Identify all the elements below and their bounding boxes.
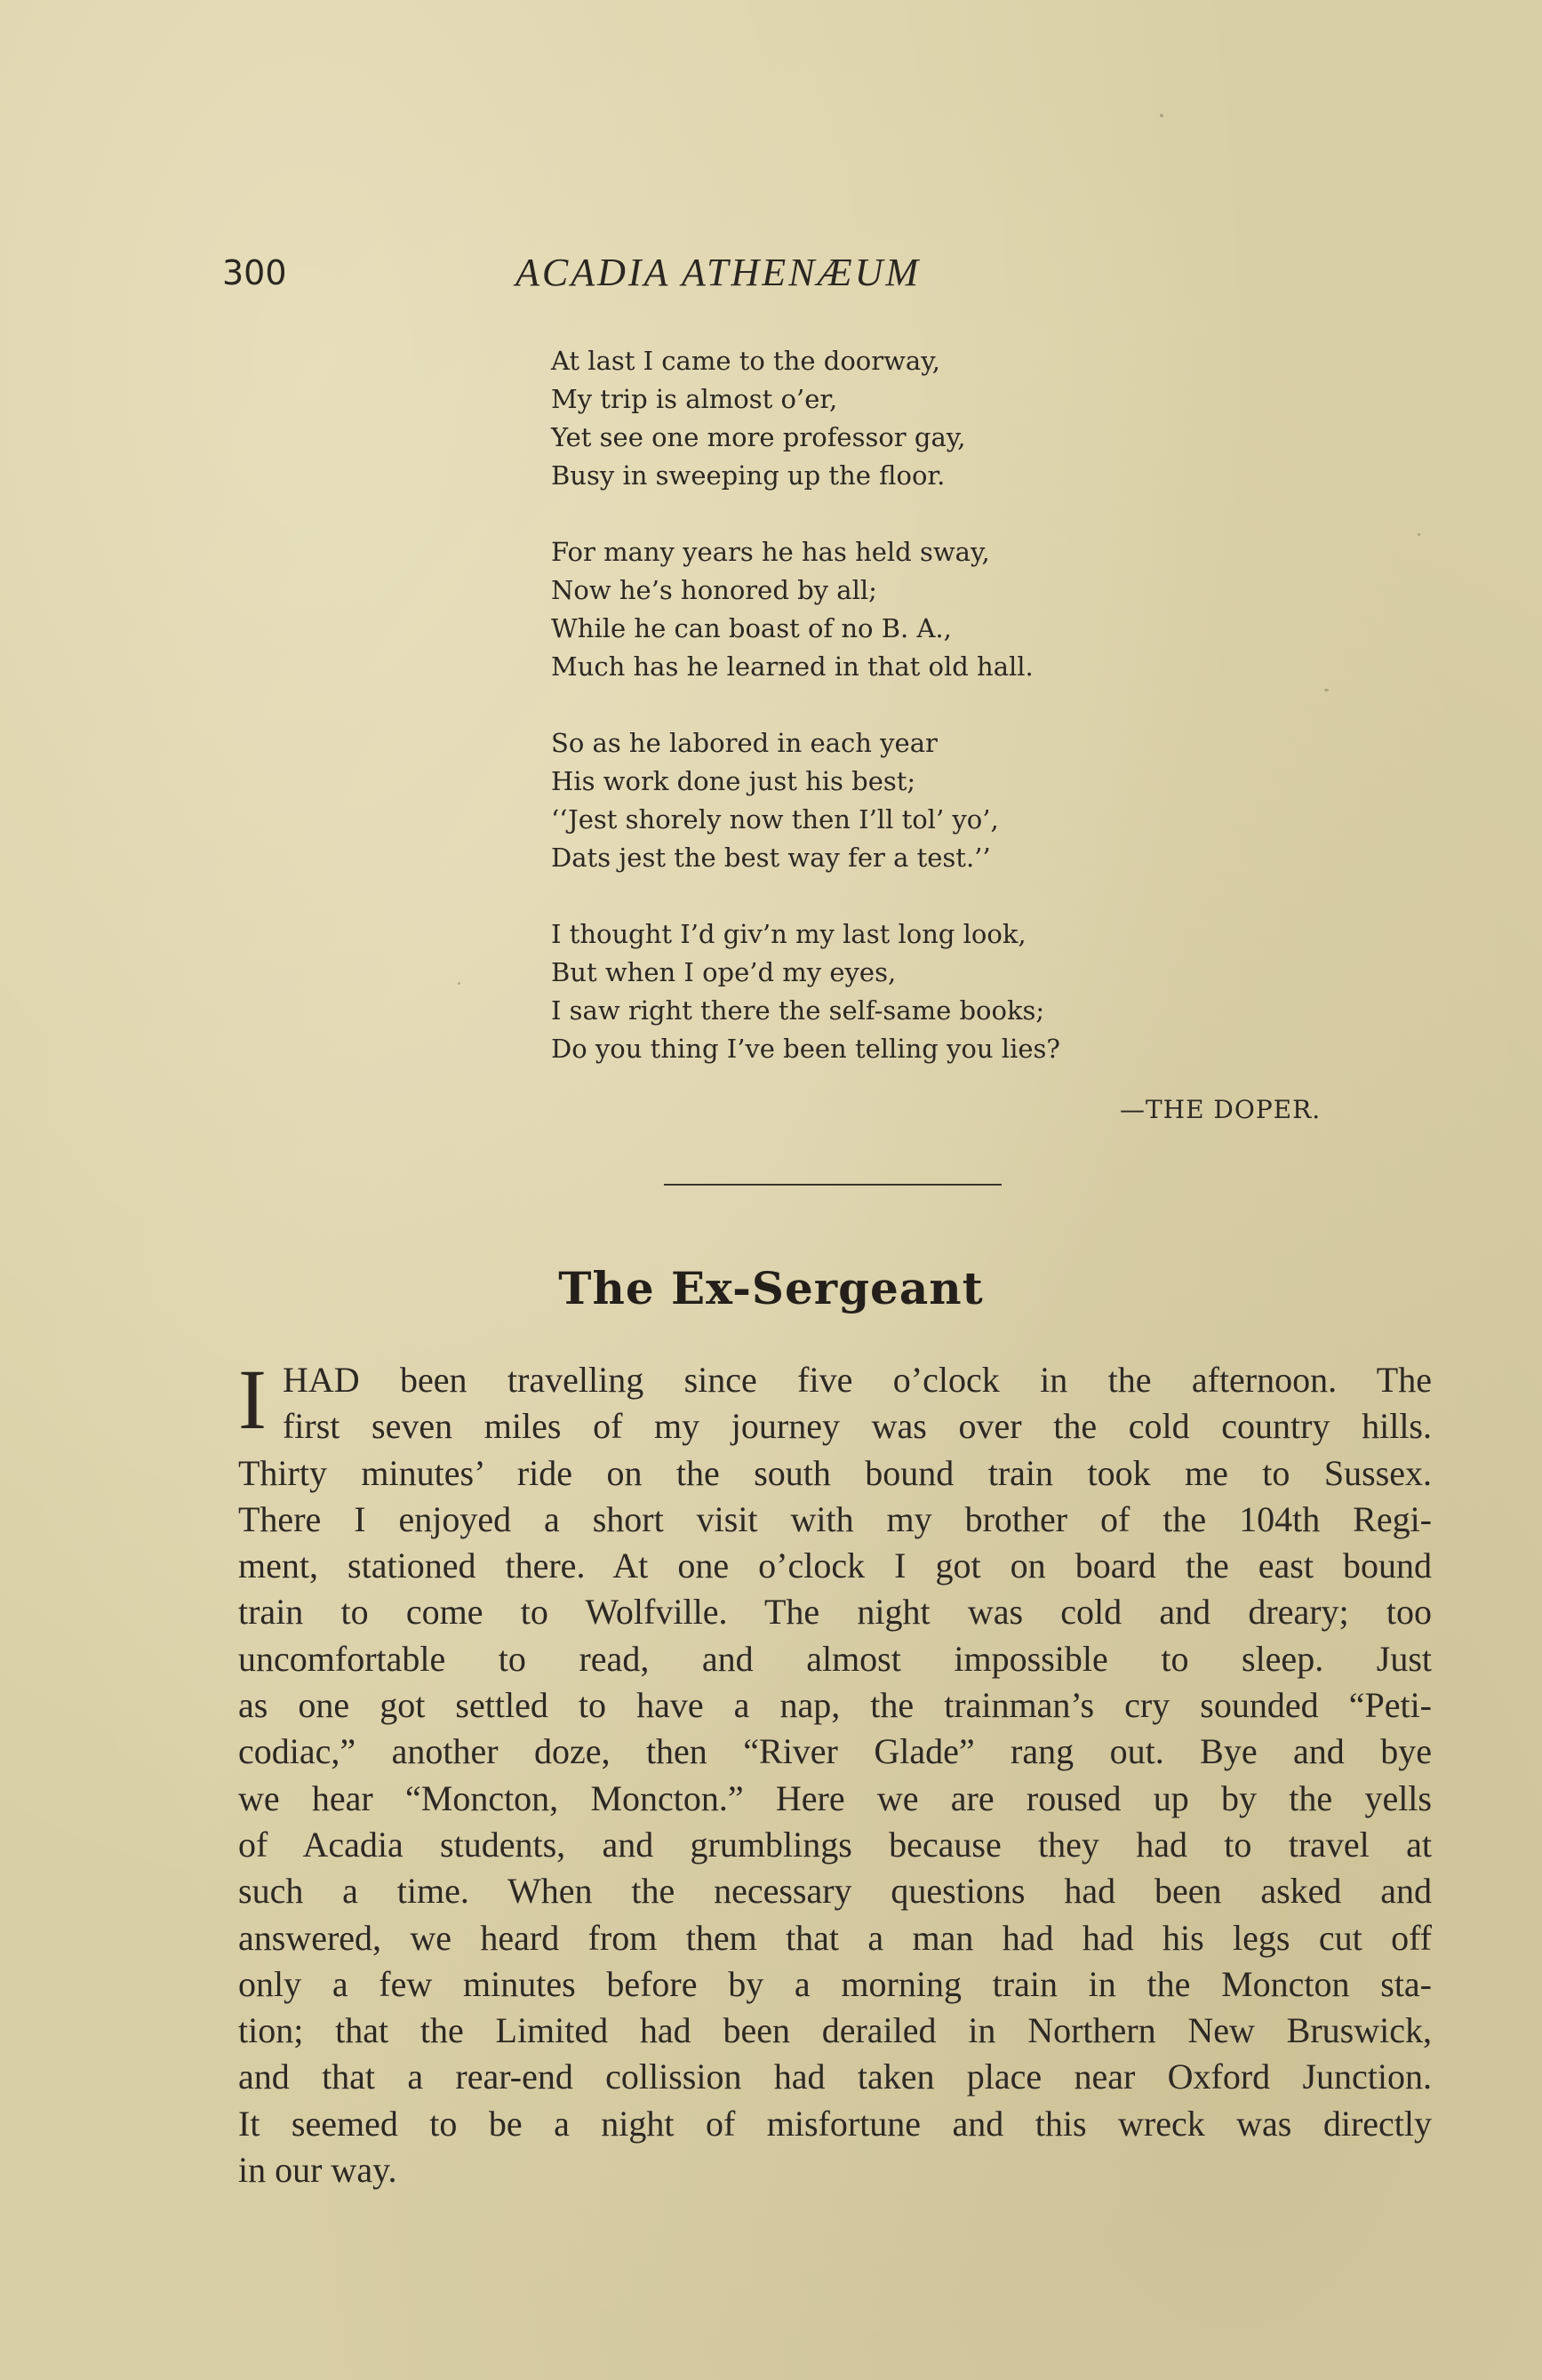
paper-speck bbox=[1418, 533, 1420, 536]
article-line: It seemed to be a night of misfortune and this wreck was directly bbox=[238, 2103, 1432, 2144]
paper-speck bbox=[1324, 689, 1329, 691]
article-line: HAD been travelling since five o’clock in the afternoon. The bbox=[282, 1360, 1432, 1400]
poem-line: But when I ope’d my eyes, bbox=[551, 957, 897, 987]
article-line: first seven miles of my journey was over the cold country hills. bbox=[282, 1406, 1432, 1447]
poem-line: So as he labored in each year bbox=[551, 728, 938, 758]
article-line: train to come to Wolfville. The night was cold and dreary; too bbox=[238, 1592, 1432, 1633]
poem-line: I saw right there the self-same books; bbox=[551, 995, 1045, 1026]
article-line: and that a rear-end collission had taken place near Oxford Junction. bbox=[238, 2057, 1432, 2097]
poem-line: Now he’s honored by all; bbox=[551, 575, 877, 605]
paper-speck bbox=[1160, 114, 1163, 117]
page-header bbox=[222, 253, 1289, 307]
article-line: Thirty minutes’ ride on the south bound train took me to Sussex. bbox=[238, 1452, 1432, 1493]
article-line: such a time. When the necessary questions had been asked and bbox=[238, 1871, 1432, 1912]
poem-line: Dats jest the best way fer a test.’’ bbox=[551, 843, 991, 873]
poem-line: My trip is almost o’er, bbox=[551, 384, 838, 414]
poem-line: Yet see one more professor gay, bbox=[551, 422, 966, 452]
article-line: of Acadia students, and grumblings because they had to travel at bbox=[238, 1824, 1432, 1865]
poem-line: ‘‘Jest shorely now then I’ll tol’ yo’, bbox=[551, 804, 999, 835]
article-line: only a few minutes before by a morning train in the Moncton sta- bbox=[238, 1963, 1432, 2004]
article-line: as one got settled to have a nap, the trainman’s cry sounded “Peti- bbox=[238, 1685, 1432, 1726]
article-line: we hear “Moncton, Moncton.” Here we are roused up by the yells bbox=[238, 1777, 1432, 1818]
poem bbox=[551, 342, 1226, 1106]
poem-line: Much has he learned in that old hall. bbox=[551, 651, 1034, 682]
article-line: codiac,” another doze, then “River Glade” rang out. Bye and bye bbox=[238, 1731, 1432, 1772]
section-divider bbox=[664, 1184, 1002, 1186]
article-line: There I enjoyed a short visit with my brother of the 104th Regi- bbox=[238, 1498, 1432, 1539]
poem-signature: —THE DOPER. bbox=[1120, 1095, 1322, 1124]
drop-cap: I bbox=[238, 1352, 267, 1447]
poem-line: While he can boast of no B. A., bbox=[551, 613, 952, 643]
running-head: ACADIA ATHENÆUM bbox=[515, 251, 922, 294]
poem-line: At last I came to the doorway, bbox=[551, 346, 940, 376]
page-number: 300 bbox=[222, 253, 287, 292]
article-line: tion; that the Limited had been derailed in Northern New Bruswick, bbox=[238, 2010, 1432, 2051]
poem-line: Do you thing I’ve been telling you lies? bbox=[551, 1034, 1060, 1064]
article-line: answered, we heard from them that a man had had his legs cut off bbox=[238, 1917, 1432, 1958]
poem-line: I thought I’d giv’n my last long look, bbox=[551, 919, 1027, 949]
article-line: uncomfortable to read, and almost impossible to sleep. Just bbox=[238, 1638, 1432, 1679]
poem-stanza bbox=[551, 724, 1226, 877]
poem-line: His work done just his best; bbox=[551, 766, 916, 796]
article-body bbox=[238, 1352, 1432, 2193]
poem-stanza bbox=[551, 533, 1226, 686]
article-line: in our way. bbox=[238, 2150, 397, 2191]
poem-stanza bbox=[551, 342, 1226, 495]
poem-line: For many years he has held sway, bbox=[551, 537, 990, 567]
article-line: ment, stationed there. At one o’clock I got on board the east bound bbox=[238, 1545, 1432, 1586]
poem-stanza bbox=[551, 915, 1226, 1068]
poem-line: Busy in sweeping up the floor. bbox=[551, 460, 946, 491]
paper-speck bbox=[458, 982, 460, 985]
article-title: The Ex-Sergeant bbox=[558, 1262, 984, 1314]
